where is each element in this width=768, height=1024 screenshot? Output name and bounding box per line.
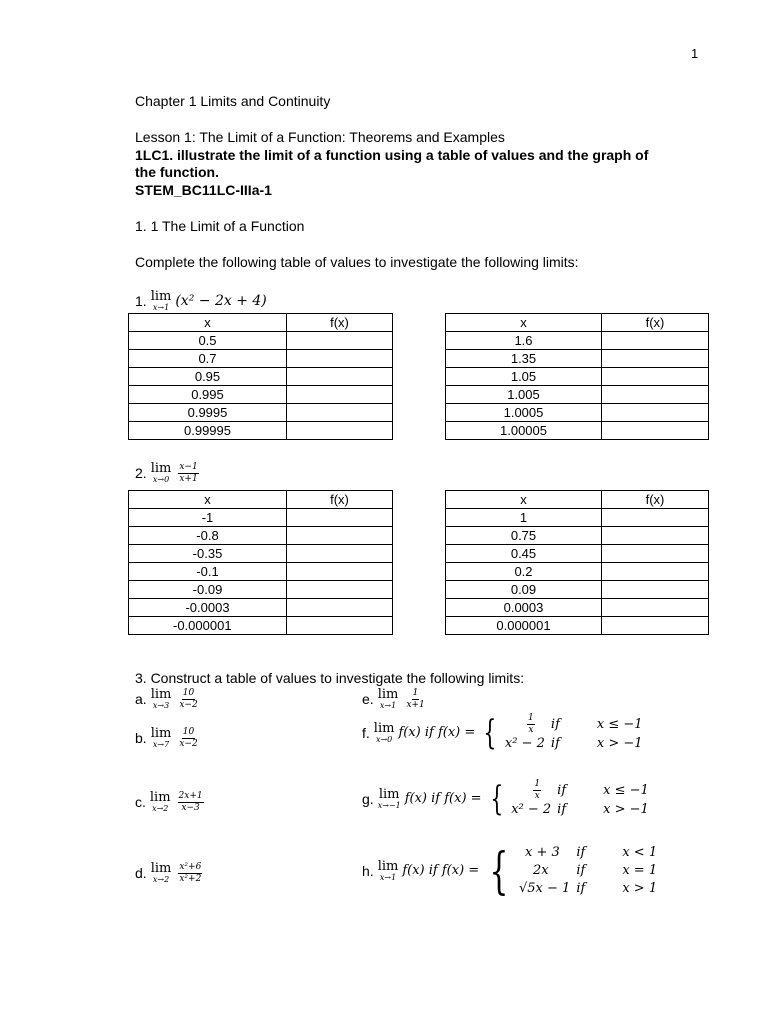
fx-blank-cell[interactable] (287, 386, 393, 404)
item-2-label: 2. (135, 465, 147, 481)
table-row (129, 332, 393, 350)
section-title: 1. 1 The Limit of a Function (135, 218, 305, 234)
item-3-instruction: 3. Construct a table of values to investigate the following limits: (135, 670, 525, 686)
x-value-cell: 0.09 (446, 581, 602, 599)
x-value-cell: 0.75 (446, 527, 602, 545)
table-row (129, 563, 393, 581)
item-3f-cases: $\frac{1}{x}$ if x ≤ −1 x² − 2 if x > −1 (504, 713, 643, 751)
fx-blank-cell[interactable] (602, 617, 709, 635)
item-3d: d. lim x→2 $\frac{\text{x²+6}}{\text{x²+2}}$ (135, 861, 202, 884)
table-row (446, 422, 709, 440)
fx-blank-cell[interactable] (287, 332, 393, 350)
table-row (446, 617, 709, 635)
table-row (129, 386, 393, 404)
fx-blank-cell[interactable] (287, 527, 393, 545)
x-value-cell: 1.35 (446, 350, 602, 368)
competency-line-2: the function. (135, 164, 219, 180)
table-row (129, 368, 393, 386)
table-row (129, 404, 393, 422)
table-row (446, 350, 709, 368)
fx-blank-cell[interactable] (287, 617, 393, 635)
x-value-cell: -0.000001 (129, 617, 287, 635)
fx-blank-cell[interactable] (287, 581, 393, 599)
fx-blank-cell[interactable] (602, 509, 709, 527)
page-number: 1 (691, 46, 699, 61)
table-row (446, 404, 709, 422)
item-3h-cases: x + 3 if x < 1 2x if x = 1 √5x − 1 if x > 1 (519, 845, 658, 896)
fx-blank-cell[interactable] (287, 563, 393, 581)
x-value-cell: -0.0003 (129, 599, 287, 617)
chapter-title: Chapter 1 Limits and Continuity (135, 93, 331, 109)
item-1-label: 1. (135, 293, 147, 309)
table-row (446, 527, 709, 545)
x-value-cell: -0.1 (129, 563, 287, 581)
x-value-cell: -1 (129, 509, 287, 527)
x-value-cell: 1.005 (446, 386, 602, 404)
x-value-cell: 0.995 (129, 386, 287, 404)
x-value-cell: 0.2 (446, 563, 602, 581)
fx-blank-cell[interactable] (602, 350, 709, 368)
x-value-cell: 1.0005 (446, 404, 602, 422)
item-1-limit: lim x→1 (150, 289, 172, 312)
table-header-row (446, 491, 709, 509)
fx-blank-cell[interactable] (602, 581, 709, 599)
fx-blank-cell[interactable] (287, 599, 393, 617)
item-3g: g. lim x→−1 f(x) if f(x) = { $\frac{1}{x}$ if x ≤ −1 x² − 2 if x > −1 (362, 778, 649, 819)
x-value-cell: 0.000001 (446, 617, 602, 635)
item-3b: b. lim x→7 $\frac{10}{x-2}$ (135, 726, 198, 749)
header-fx: f(x) (602, 491, 709, 509)
header-fx: f(x) (287, 314, 393, 332)
item-1-table-left (128, 313, 393, 440)
fx-blank-cell[interactable] (287, 545, 393, 563)
header-x: x (129, 314, 287, 332)
x-value-cell: 0.5 (129, 332, 287, 350)
fx-blank-cell[interactable] (287, 350, 393, 368)
fx-blank-cell[interactable] (602, 368, 709, 386)
x-value-cell: 0.0003 (446, 599, 602, 617)
item-1-heading (135, 290, 267, 312)
table-row (446, 386, 709, 404)
competency-line-1: 1LC1. illustrate the limit of a function using a table of values and the graph of (135, 147, 649, 163)
x-value-cell: 0.99995 (129, 422, 287, 440)
brace-icon: { (483, 712, 497, 753)
table-header-row (129, 314, 393, 332)
item-2-table-right (445, 490, 709, 635)
competency-code: STEM_BC11LC-IIIa-1 (135, 182, 272, 198)
fx-blank-cell[interactable] (602, 386, 709, 404)
table-row (446, 599, 709, 617)
item-3f: f. lim x→0 f(x) if f(x) = { $\frac{1}{x}$ if x ≤ −1 x² − 2 if x > −1 (362, 712, 643, 753)
item-1-expression: (x² − 2x + 4) (175, 293, 267, 309)
header-fx: f(x) (602, 314, 709, 332)
item-2-fraction: $\frac{x-1}{x+1}$ (179, 461, 198, 484)
fx-blank-cell[interactable] (602, 599, 709, 617)
x-value-cell: 1.05 (446, 368, 602, 386)
table-header-row (446, 314, 709, 332)
fx-blank-cell[interactable] (602, 563, 709, 581)
item-3e: e. lim x→1 $\frac{1}{x+1}$ (362, 687, 425, 710)
header-x: x (129, 491, 287, 509)
x-value-cell: -0.35 (129, 545, 287, 563)
x-value-cell: 1.00005 (446, 422, 602, 440)
table-row (129, 527, 393, 545)
header-fx: f(x) (287, 491, 393, 509)
instructions: Complete the following table of values to investigate the following limits: (135, 254, 579, 270)
header-x: x (446, 314, 602, 332)
fx-blank-cell[interactable] (287, 368, 393, 386)
brace-icon: { (489, 841, 509, 900)
table-row (446, 332, 709, 350)
item-1-table-right (445, 313, 709, 440)
item-2-limit: lim x→0 (150, 461, 172, 484)
item-3g-cases: $\frac{1}{x}$ if x ≤ −1 x² − 2 if x > −1 (511, 779, 649, 817)
table-row (446, 545, 709, 563)
table-row (129, 350, 393, 368)
table-row (446, 563, 709, 581)
x-value-cell: 0.7 (129, 350, 287, 368)
table-row (129, 581, 393, 599)
brace-icon: { (489, 778, 503, 819)
x-value-cell: 1.6 (446, 332, 602, 350)
x-value-cell: -0.8 (129, 527, 287, 545)
fx-blank-cell[interactable] (287, 404, 393, 422)
fx-blank-cell[interactable] (602, 332, 709, 350)
table-row (446, 509, 709, 527)
table-row (129, 422, 393, 440)
x-value-cell: 0.95 (129, 368, 287, 386)
item-3a: a. lim x→3 $\frac{10}{x-2}$ (135, 687, 198, 710)
item-2-heading (135, 462, 199, 484)
table-row (129, 617, 393, 635)
table-row (446, 581, 709, 599)
x-value-cell: 0.45 (446, 545, 602, 563)
fx-blank-cell[interactable] (602, 404, 709, 422)
x-value-cell: 0.9995 (129, 404, 287, 422)
item-2-table-left (128, 490, 393, 635)
item-3h: h. lim x→1 f(x) if f(x) = { x + 3 if x < 1 2x if x = 1 √5x − 1 if x > 1 (362, 841, 658, 900)
table-row (129, 545, 393, 563)
fx-blank-cell[interactable] (287, 422, 393, 440)
item-3c: c. lim x→2 $\frac{2x+1}{x-3}$ (135, 790, 203, 813)
table-row (129, 599, 393, 617)
fx-blank-cell[interactable] (287, 509, 393, 527)
table-row (446, 368, 709, 386)
x-value-cell: -0.09 (129, 581, 287, 599)
header-x: x (446, 491, 602, 509)
fx-blank-cell[interactable] (602, 527, 709, 545)
x-value-cell: 1 (446, 509, 602, 527)
table-row (129, 509, 393, 527)
fx-blank-cell[interactable] (602, 545, 709, 563)
table-header-row (129, 491, 393, 509)
lesson-title: Lesson 1: The Limit of a Function: Theorems and Examples (135, 129, 505, 145)
fx-blank-cell[interactable] (602, 422, 709, 440)
